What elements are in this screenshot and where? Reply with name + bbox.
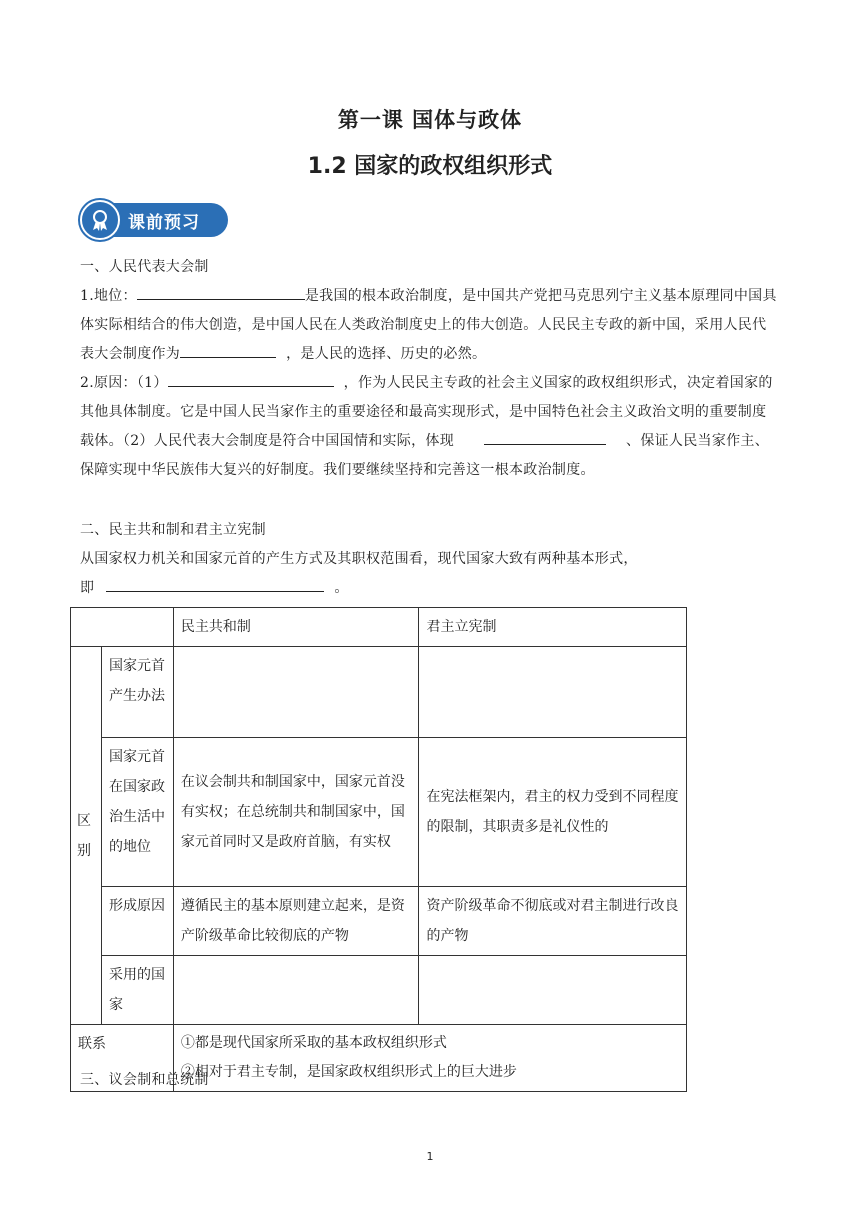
- row-label: 采用的国家: [101, 956, 173, 1025]
- comparison-table: [70, 607, 687, 1092]
- table-cell: [419, 647, 687, 738]
- fill-blank[interactable]: [137, 283, 305, 300]
- link-line: ②相对于君主专制，是国家政权组织形式上的巨大进步: [180, 1064, 517, 1080]
- table-row: [71, 647, 687, 738]
- section-title: 1.2 国家的政权组织形式: [307, 154, 553, 179]
- table-cell: 遵循民主的基本原则建立起来，是资产阶级革命比较彻底的产物: [173, 887, 419, 956]
- section3-heading: 三、议会制和总统制: [80, 1072, 209, 1088]
- row-label: 形成原因: [101, 887, 173, 956]
- table-cell: 在议会制共和制国家中，国家元首没有实权；在总统制共和制国家中，国家元首同时又是政府首脑，有实权: [173, 738, 419, 887]
- page-number: 1: [426, 1150, 434, 1163]
- fill-blank[interactable]: [106, 575, 324, 592]
- fill-blank[interactable]: [484, 428, 606, 445]
- link-line: ①都是现代国家所采取的基本政权组织形式: [180, 1035, 447, 1051]
- section2-intro: 从国家权力机关和国家元首的产生方式及其职权范围看，现代国家大致有两种基本形式，: [80, 551, 638, 567]
- row-label: 联系: [71, 1025, 174, 1092]
- column-header: 民主共和制: [173, 608, 419, 647]
- column-header: 君主立宪制: [419, 608, 687, 647]
- table-row: [71, 956, 687, 1025]
- lesson-title: 第一课 国体与政体: [337, 108, 523, 132]
- table-header-row: [71, 608, 687, 647]
- row-label: 国家元首在国家政治生活中的地位: [101, 738, 173, 887]
- table-cell: [173, 956, 419, 1025]
- table-corner-cell: [71, 608, 174, 647]
- table-row: [71, 738, 687, 887]
- table-row: [71, 887, 687, 956]
- table-cell: [419, 956, 687, 1025]
- group-label-cell: 区别: [71, 647, 102, 1025]
- section2-heading: 二、民主共和制和君主立宪制: [80, 522, 266, 538]
- table-cell: [173, 647, 419, 738]
- badge-label: 课前预习: [128, 213, 200, 233]
- row-label: 国家元首产生办法: [101, 647, 173, 738]
- paragraph-status: 1.地位： 是我国的根本政治制度，是中国共产党把马克思列宁主义基本原理同中国具体实际相结合的伟大创造，是中国人民在人类政治制度史上的伟大创造。人民民主专政的新中国，采用人民代表大会制度作为 ，是人民的选择、历史的必然。: [80, 282, 780, 369]
- table-cell: 资产阶级革命不彻底或对君主制进行改良的产物: [419, 887, 687, 956]
- paragraph-reason: 2.原因：（1） ，作为人民民主专政的社会主义国家的政权组织形式，决定着国家的其他具体制度。它是中国人民当家作主的重要途径和最高实现形式，是中国特色社会主义政治文明的重要制度载体。（2）人民代表大会制度是符合中国国情和实际，体现 、保证人民当家作主、保障实现中华民族伟大复兴的好制度。我们要继续坚持和完善这一根本政治制度。: [80, 369, 780, 485]
- medal-icon: [80, 200, 120, 240]
- fill-blank[interactable]: [180, 341, 276, 358]
- table-cell: 在宪法框架内，君主的权力受到不同程度的限制，其职责多是礼仪性的: [419, 738, 687, 887]
- section1-heading: 一、人民代表大会制: [80, 259, 209, 275]
- fill-blank[interactable]: [168, 370, 334, 387]
- section2-answer-line: 即 。: [80, 574, 780, 603]
- preview-badge: [80, 200, 228, 240]
